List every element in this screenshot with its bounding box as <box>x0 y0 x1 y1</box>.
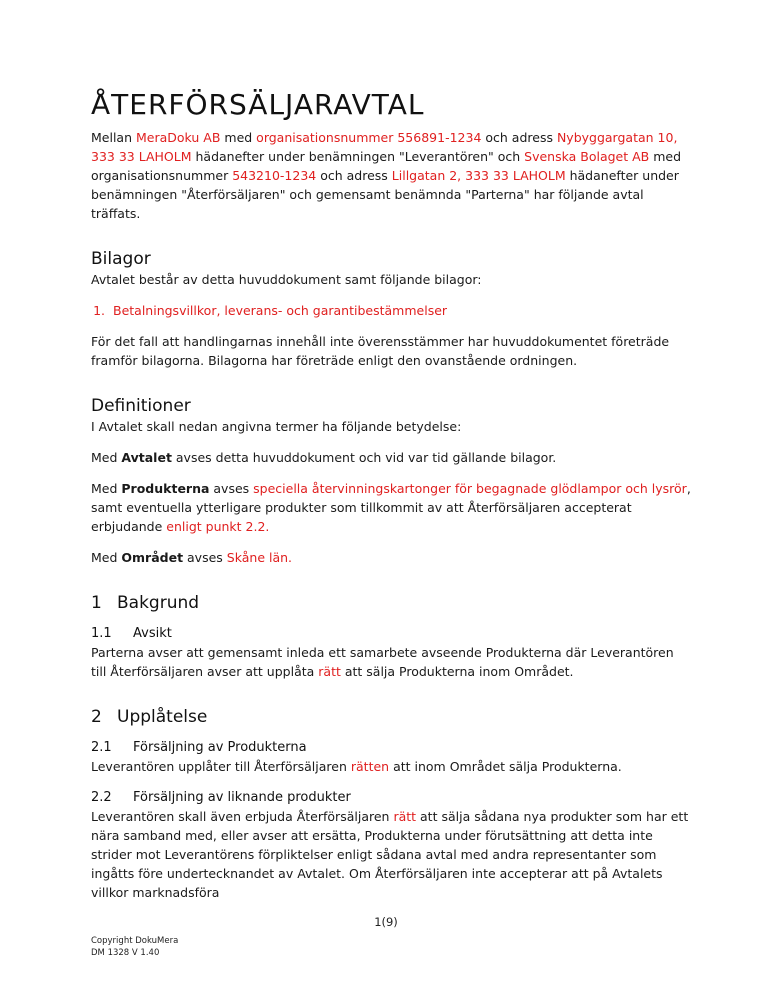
body-text: Parterna avser att gemensamt inleda ett samarbete avseende Produkterna där Leverantören till Återförsäljaren avser att upplåta <box>91 645 674 679</box>
section-1-1-text <box>91 643 691 681</box>
body-text: Leverantören upplåter till Återförsäljaren <box>91 759 351 774</box>
bilagor-list <box>91 301 691 320</box>
definition-omradet <box>91 548 691 567</box>
heading-section-2 <box>91 706 691 728</box>
def-text: Med <box>91 481 122 496</box>
intro-text: hädanefter under benämningen "Återförsäljaren" och gemensamt benämnda "Parterna" har följande avtal träffats. <box>91 168 679 221</box>
heading-definitioner: Definitioner <box>91 396 191 416</box>
right-field: rätten <box>350 759 390 774</box>
def-text: , samt eventuella ytterligare produkter som tillkommit av att Återförsäljaren accepterat erbjudande <box>91 481 691 534</box>
region-field: Skåne län. <box>226 550 293 565</box>
footer-copyright <box>91 935 178 959</box>
subsection-number: 2.1 <box>91 740 112 755</box>
definitioner-text: I Avtalet skall nedan angivna termer ha följande betydelse: <box>91 419 462 434</box>
def-term: Produkterna <box>121 481 210 496</box>
copyright-text: Copyright DokuMera <box>91 936 179 946</box>
subsection-number: 1.1 <box>91 626 112 641</box>
subsection-title: Avsikt <box>133 626 172 641</box>
intro-text: Mellan <box>91 130 136 145</box>
clause-reference-field: enligt punkt 2.2. <box>166 519 270 534</box>
supplier-org-number-field: organisationsnummer 556891-1234 <box>256 130 482 145</box>
body-text: Leverantören skall även erbjuda Återförsäljaren <box>91 809 394 824</box>
document-title: ÅTERFÖRSÄLJARAVTAL <box>91 88 425 121</box>
intro-text: med organisationsnummer <box>91 149 682 183</box>
right-field: rätt <box>393 809 417 824</box>
def-term: Området <box>121 550 184 565</box>
products-field: speciella återvinningskartonger för begagnade glödlampor och lysrör <box>253 481 687 496</box>
section-title: Bakgrund <box>117 593 200 613</box>
def-text: Med <box>91 450 122 465</box>
heading-section-1 <box>91 592 691 614</box>
section-number: 1 <box>91 593 102 613</box>
section-2-1-text <box>91 757 691 776</box>
bilagor-text: Avtalet består av detta huvuddokument samt följande bilagor: <box>91 272 482 287</box>
supplier-name-field: MeraDoku AB <box>135 130 221 145</box>
body-text: att sälja Produkterna inom Området. <box>340 664 574 679</box>
intro-paragraph <box>91 128 691 223</box>
reseller-org-number-field: 543210-1234 <box>232 168 317 183</box>
heading-section-1-1 <box>91 624 691 643</box>
reseller-name-field: Svenska Bolaget AB <box>524 149 650 164</box>
version-text: DM 1328 V 1.40 <box>91 948 160 958</box>
intro-text: hädanefter under benämningen "Leverantören" och <box>191 149 525 164</box>
body-text: att sälja sådana nya produkter som har ett nära samband med, eller avser att ersätta, Produkterna under förutsättning att detta inte strider mot Leverantörens förpliktelser enligt sådana avtal med andra representanter som ingåtts före undertecknandet av Avtalet. Om Återförsäljaren inte accepterar att på Avtalets villkor marknadsföra <box>91 809 689 900</box>
def-text: Med <box>91 550 122 565</box>
intro-text: och adress <box>316 168 392 183</box>
definition-produkterna <box>91 479 691 536</box>
reseller-address-field: Lillgatan 2, 333 33 LAHOLM <box>391 168 566 183</box>
body-text: att inom Området sälja Produkterna. <box>389 759 622 774</box>
intro-text: med <box>220 130 257 145</box>
def-text: avses <box>209 481 254 496</box>
section-number: 2 <box>91 707 102 727</box>
bilaga-item: 1. Betalningsvillkor, leverans- och garantibestämmelser <box>109 301 691 320</box>
def-text: avses detta huvuddokument och vid var tid gällande bilagor. <box>171 450 557 465</box>
right-field: rätt <box>318 664 341 679</box>
heading-section-2-1 <box>91 738 691 757</box>
page-number: 1(9) <box>374 915 398 929</box>
intro-text: och adress <box>481 130 557 145</box>
heading-section-2-2 <box>91 788 691 807</box>
def-text: avses <box>183 550 227 565</box>
heading-bilagor: Bilagor <box>91 249 151 269</box>
def-term: Avtalet <box>121 450 172 465</box>
subsection-number: 2.2 <box>91 790 112 805</box>
subsection-title: Försäljning av Produkterna <box>133 740 307 755</box>
bilagor-precedence-text: För det fall att handlingarnas innehåll inte överensstämmer har huvuddokumentet företräde framför bilagorna. Bilagorna har företräde enligt den ovanstående ordningen. <box>91 334 670 368</box>
supplier-address-field: Nybyggargatan 10, 333 33 LAHOLM <box>91 130 678 164</box>
section-2-2-text <box>91 807 691 902</box>
definition-avtalet <box>91 448 691 467</box>
subsection-title: Försäljning av liknande produkter <box>133 790 351 805</box>
document-page <box>91 86 691 902</box>
section-title: Upplåtelse <box>117 707 208 727</box>
